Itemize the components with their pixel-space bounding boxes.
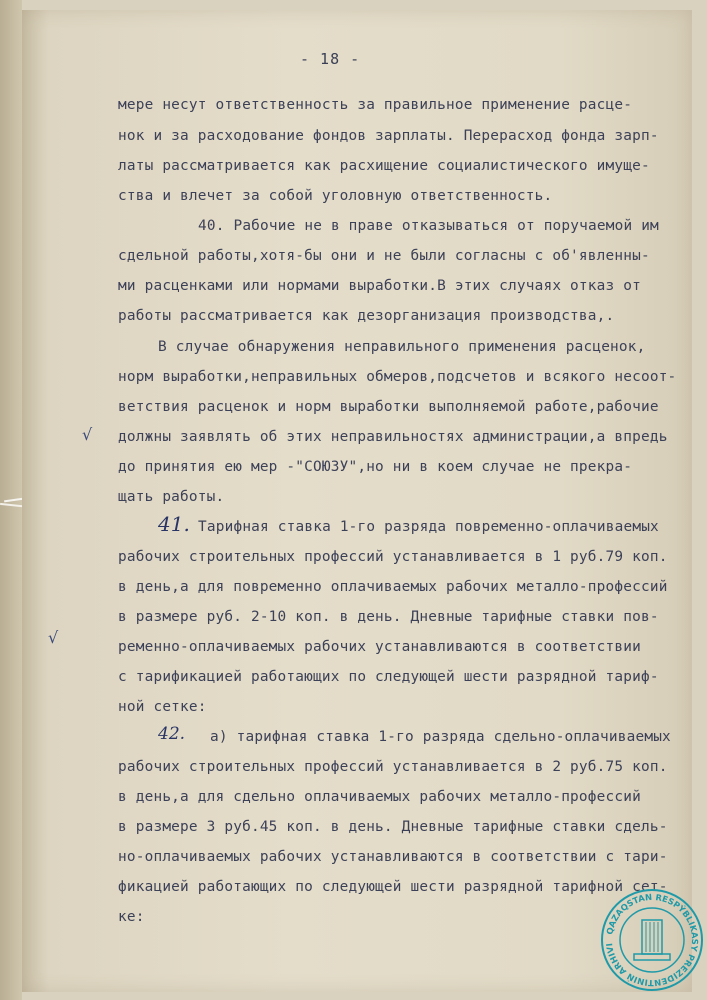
text-line: ветствия расценок и норм выработки выполняемой работе,рабочие: [118, 399, 659, 415]
archive-stamp: [600, 888, 704, 992]
text-line: ременно-оплачиваемых рабочих устанавливаются в соответствии: [118, 639, 641, 655]
text-line: щать работы.: [118, 489, 225, 505]
text-line: мере несут ответственность за правильное применение расце-: [118, 97, 633, 113]
text-line: Тарифная ставка 1-го разряда повременно-оплачиваемых: [198, 519, 659, 535]
text-line: рабочих строительных профессий устанавливается в 1 руб.79 коп.: [118, 549, 668, 565]
text-line: ке:: [118, 909, 145, 925]
text-line: в размере 3 руб.45 коп. в день. Дневные тарифные ставки сдель-: [118, 819, 668, 835]
text-line: до принятия ею мер -"СОЮЗУ",но ни в коем случае не прекра-: [118, 459, 633, 475]
text-line: сдельной работы,хотя-бы они и не были согласны с об'явленны-: [118, 248, 650, 264]
text-line: ми расценками или нормами выработки.В этих случаях отказ от: [118, 278, 641, 294]
text-line: В случае обнаружения неправильного применения расценок,: [158, 339, 646, 355]
text-line: в день,а для сдельно оплачиваемых рабочих металло-профессий: [118, 789, 641, 805]
text-line: ной сетке:: [118, 699, 207, 715]
text-line: а) тарифная ставка 1-го разряда сдельно-оплачиваемых: [210, 729, 671, 745]
text-line: фикацией работающих по следующей шести разрядной тарифной сет-: [118, 879, 668, 895]
check-mark-icon: √: [48, 628, 59, 647]
text-line: работы рассматривается как дезорганизация производства,.: [118, 308, 615, 324]
text-line: ства и влечет за собой уголовную ответственность.: [118, 188, 553, 204]
text-line: в размере руб. 2-10 коп. в день. Дневные тарифные ставки пов-: [118, 609, 659, 625]
text-line: в день,а для повременно оплачиваемых рабочих металло-профессий: [118, 579, 668, 595]
check-mark-icon: √: [82, 425, 93, 444]
handwritten-paragraph-number: 42.: [158, 724, 186, 744]
text-line: 40. Рабочие не в праве отказываться от поручаемой им: [198, 218, 659, 234]
text-line: с тарификацией работающих по следующей шести разрядной тариф-: [118, 669, 659, 685]
text-line: должны заявлять об этих неправильностях администрации,а впредь: [118, 429, 668, 445]
archive-seal-icon: [600, 888, 704, 992]
page-number: - 18 -: [300, 50, 361, 68]
text-line: рабочих строительных профессий устанавливается в 2 руб.75 коп.: [118, 759, 668, 775]
handwritten-paragraph-number: 41.: [158, 512, 190, 536]
text-line: нок и за расходование фондов зарплаты. Перерасход фонда зарп-: [118, 128, 659, 144]
text-line: латы рассматривается как расхищение социалистического имуще-: [118, 158, 650, 174]
text-line: но-оплачиваемых рабочих устанавливаются в соответствии с тари-: [118, 849, 668, 865]
text-line: норм выработки,неправильных обмеров,подсчетов и всякого несоот-: [118, 369, 677, 385]
svg-text:QAZAQSTAN RESPÝBLIKASY PREZIDE: QAZAQSTAN RESPÝBLIKASY PREZIDENTINIŃ ARHIVI: [604, 891, 701, 989]
